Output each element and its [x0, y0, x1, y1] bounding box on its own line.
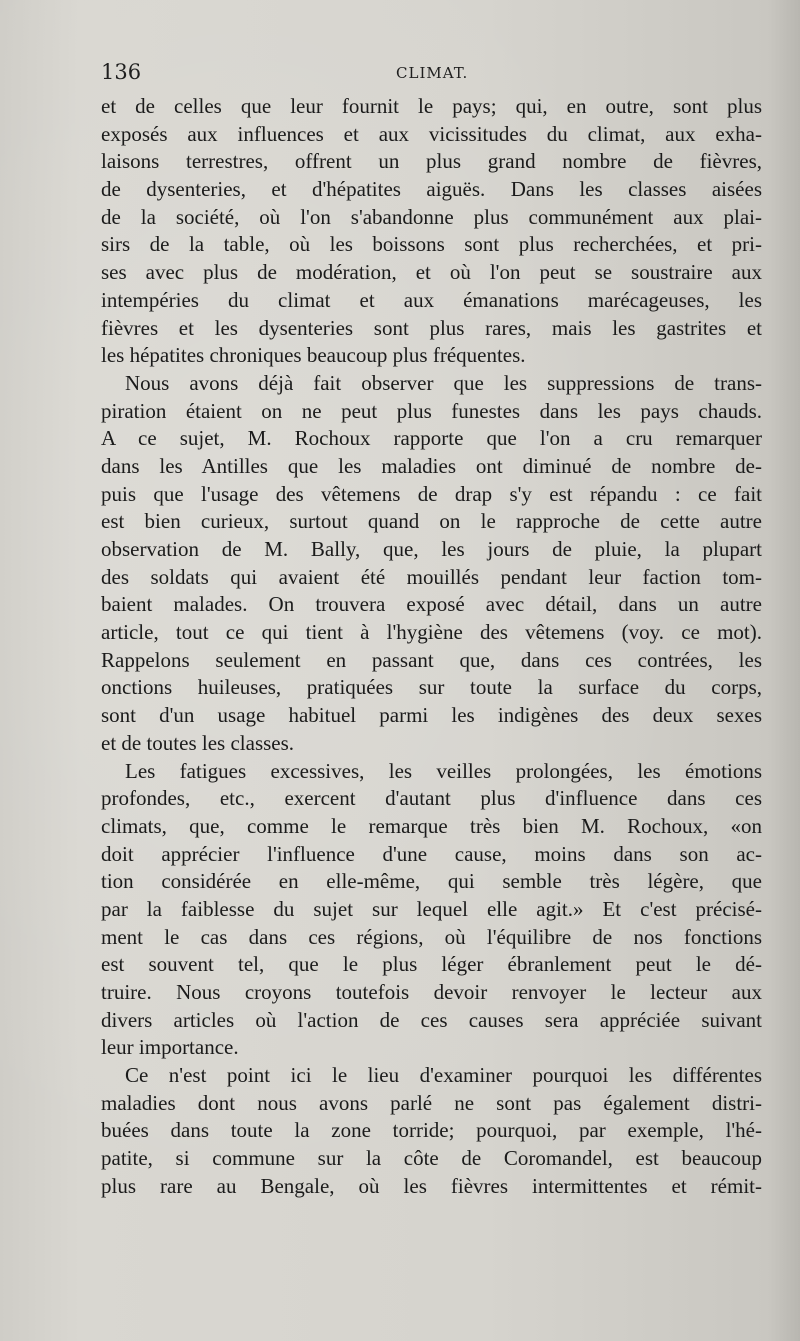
- text-line: est souvent tel, que le plus léger ébranlement peut le dé-: [101, 952, 762, 977]
- text-line: par la faiblesse du sujet sur lequel elle agit.» Et c'est précisé-: [101, 896, 762, 921]
- text-line: de dysenteries, et d'hépatites aiguës. Dans les classes aisées: [101, 177, 762, 202]
- text-line: Ce n'est point ici le lieu d'examiner pourquoi les différentes: [125, 1063, 762, 1088]
- text-line: climats, que, comme le remarque très bien M. Rochoux, «on: [101, 813, 762, 838]
- running-head: CLIMAT.: [396, 64, 469, 82]
- text-line: Les fatigues excessives, les veilles prolongées, les émotions: [125, 758, 762, 783]
- text-line: est bien curieux, surtout quand on le rapproche de cette autre: [101, 509, 762, 534]
- text-line: maladies dont nous avons parlé ne sont pas également distri-: [101, 1090, 762, 1115]
- text-line: de la société, où l'on s'abandonne plus communément aux plai-: [101, 204, 762, 229]
- text-line: Rappelons seulement en passant que, dans ces contrées, les: [101, 647, 762, 672]
- text-line: des soldats qui avaient été mouillés pendant leur faction tom-: [101, 564, 762, 589]
- text-line: et de toutes les classes.: [101, 730, 295, 755]
- text-line: sont d'un usage habituel parmi les indigènes des deux sexes: [101, 703, 762, 728]
- text-line: et de celles que leur fournit le pays; qui, en outre, sont plus: [101, 94, 762, 118]
- text-line: ment le cas dans ces régions, où l'équilibre de nos fonctions: [101, 924, 762, 949]
- text-line: les hépatites chroniques beaucoup plus fréquentes.: [101, 343, 526, 368]
- text-line: doit apprécier l'influence d'une cause, moins dans son ac-: [101, 841, 762, 866]
- text-line: puis que l'usage des vêtemens de drap s'y est répandu : ce fait: [101, 481, 762, 506]
- text-line: intempéries du climat et aux émanations marécageuses, les: [101, 287, 762, 312]
- page-number: 136: [101, 60, 142, 84]
- page-header: [101, 60, 761, 90]
- text-line: sirs de la table, où les boissons sont plus recherchées, et pri-: [101, 232, 762, 257]
- text-line: fièvres et les dysenteries sont plus rares, mais les gastrites et: [101, 315, 762, 340]
- text-line: laisons terrestres, offrent un plus grand nombre de fièvres,: [101, 149, 762, 174]
- text-line: A ce sujet, M. Rochoux rapporte que l'on a cru remarquer: [101, 426, 762, 451]
- text-line: exposés aux influences et aux vicissitudes du climat, aux exha-: [101, 121, 762, 146]
- paragraph: [101, 93, 762, 370]
- text-line: dans les Antilles que les maladies ont diminué de nombre de-: [101, 453, 762, 478]
- text-line: plus rare au Bengale, où les fièvres intermittentes et rémit-: [101, 1173, 762, 1198]
- paragraph: [101, 758, 762, 1063]
- text-line: patite, si commune sur la côte de Coromandel, est beaucoup: [101, 1146, 762, 1171]
- text-line: tion considérée en elle-même, qui semble très légère, que: [101, 869, 762, 894]
- text-line: onctions huileuses, pratiquées sur toute la surface du corps,: [101, 675, 762, 700]
- text-line: ses avec plus de modération, et où l'on peut se soustraire aux: [101, 260, 762, 285]
- text-line: baient malades. On trouvera exposé avec détail, dans un autre: [101, 592, 762, 617]
- paragraph: [101, 370, 762, 758]
- text-line: divers articles où l'action de ces causes sera appréciée suivant: [101, 1007, 762, 1032]
- paragraph: [101, 1062, 762, 1200]
- text-line: truire. Nous croyons toutefois devoir renvoyer le lecteur aux: [101, 980, 762, 1004]
- text-line: article, tout ce qui tient à l'hygiène des vêtemens (voy. ce mot).: [101, 620, 762, 645]
- text-line: observation de M. Bally, que, les jours de pluie, la plupart: [101, 537, 762, 561]
- text-line: buées dans toute la zone torride; pourquoi, par exemple, l'hé-: [101, 1118, 762, 1143]
- text-line: Nous avons déjà fait observer que les suppressions de trans-: [125, 370, 762, 395]
- text-line: leur importance.: [101, 1035, 239, 1060]
- body-text: [101, 93, 762, 1201]
- text-line: piration étaient on ne peut plus funestes dans les pays chauds.: [101, 398, 762, 423]
- text-line: profondes, etc., exercent d'autant plus d'influence dans ces: [101, 786, 762, 811]
